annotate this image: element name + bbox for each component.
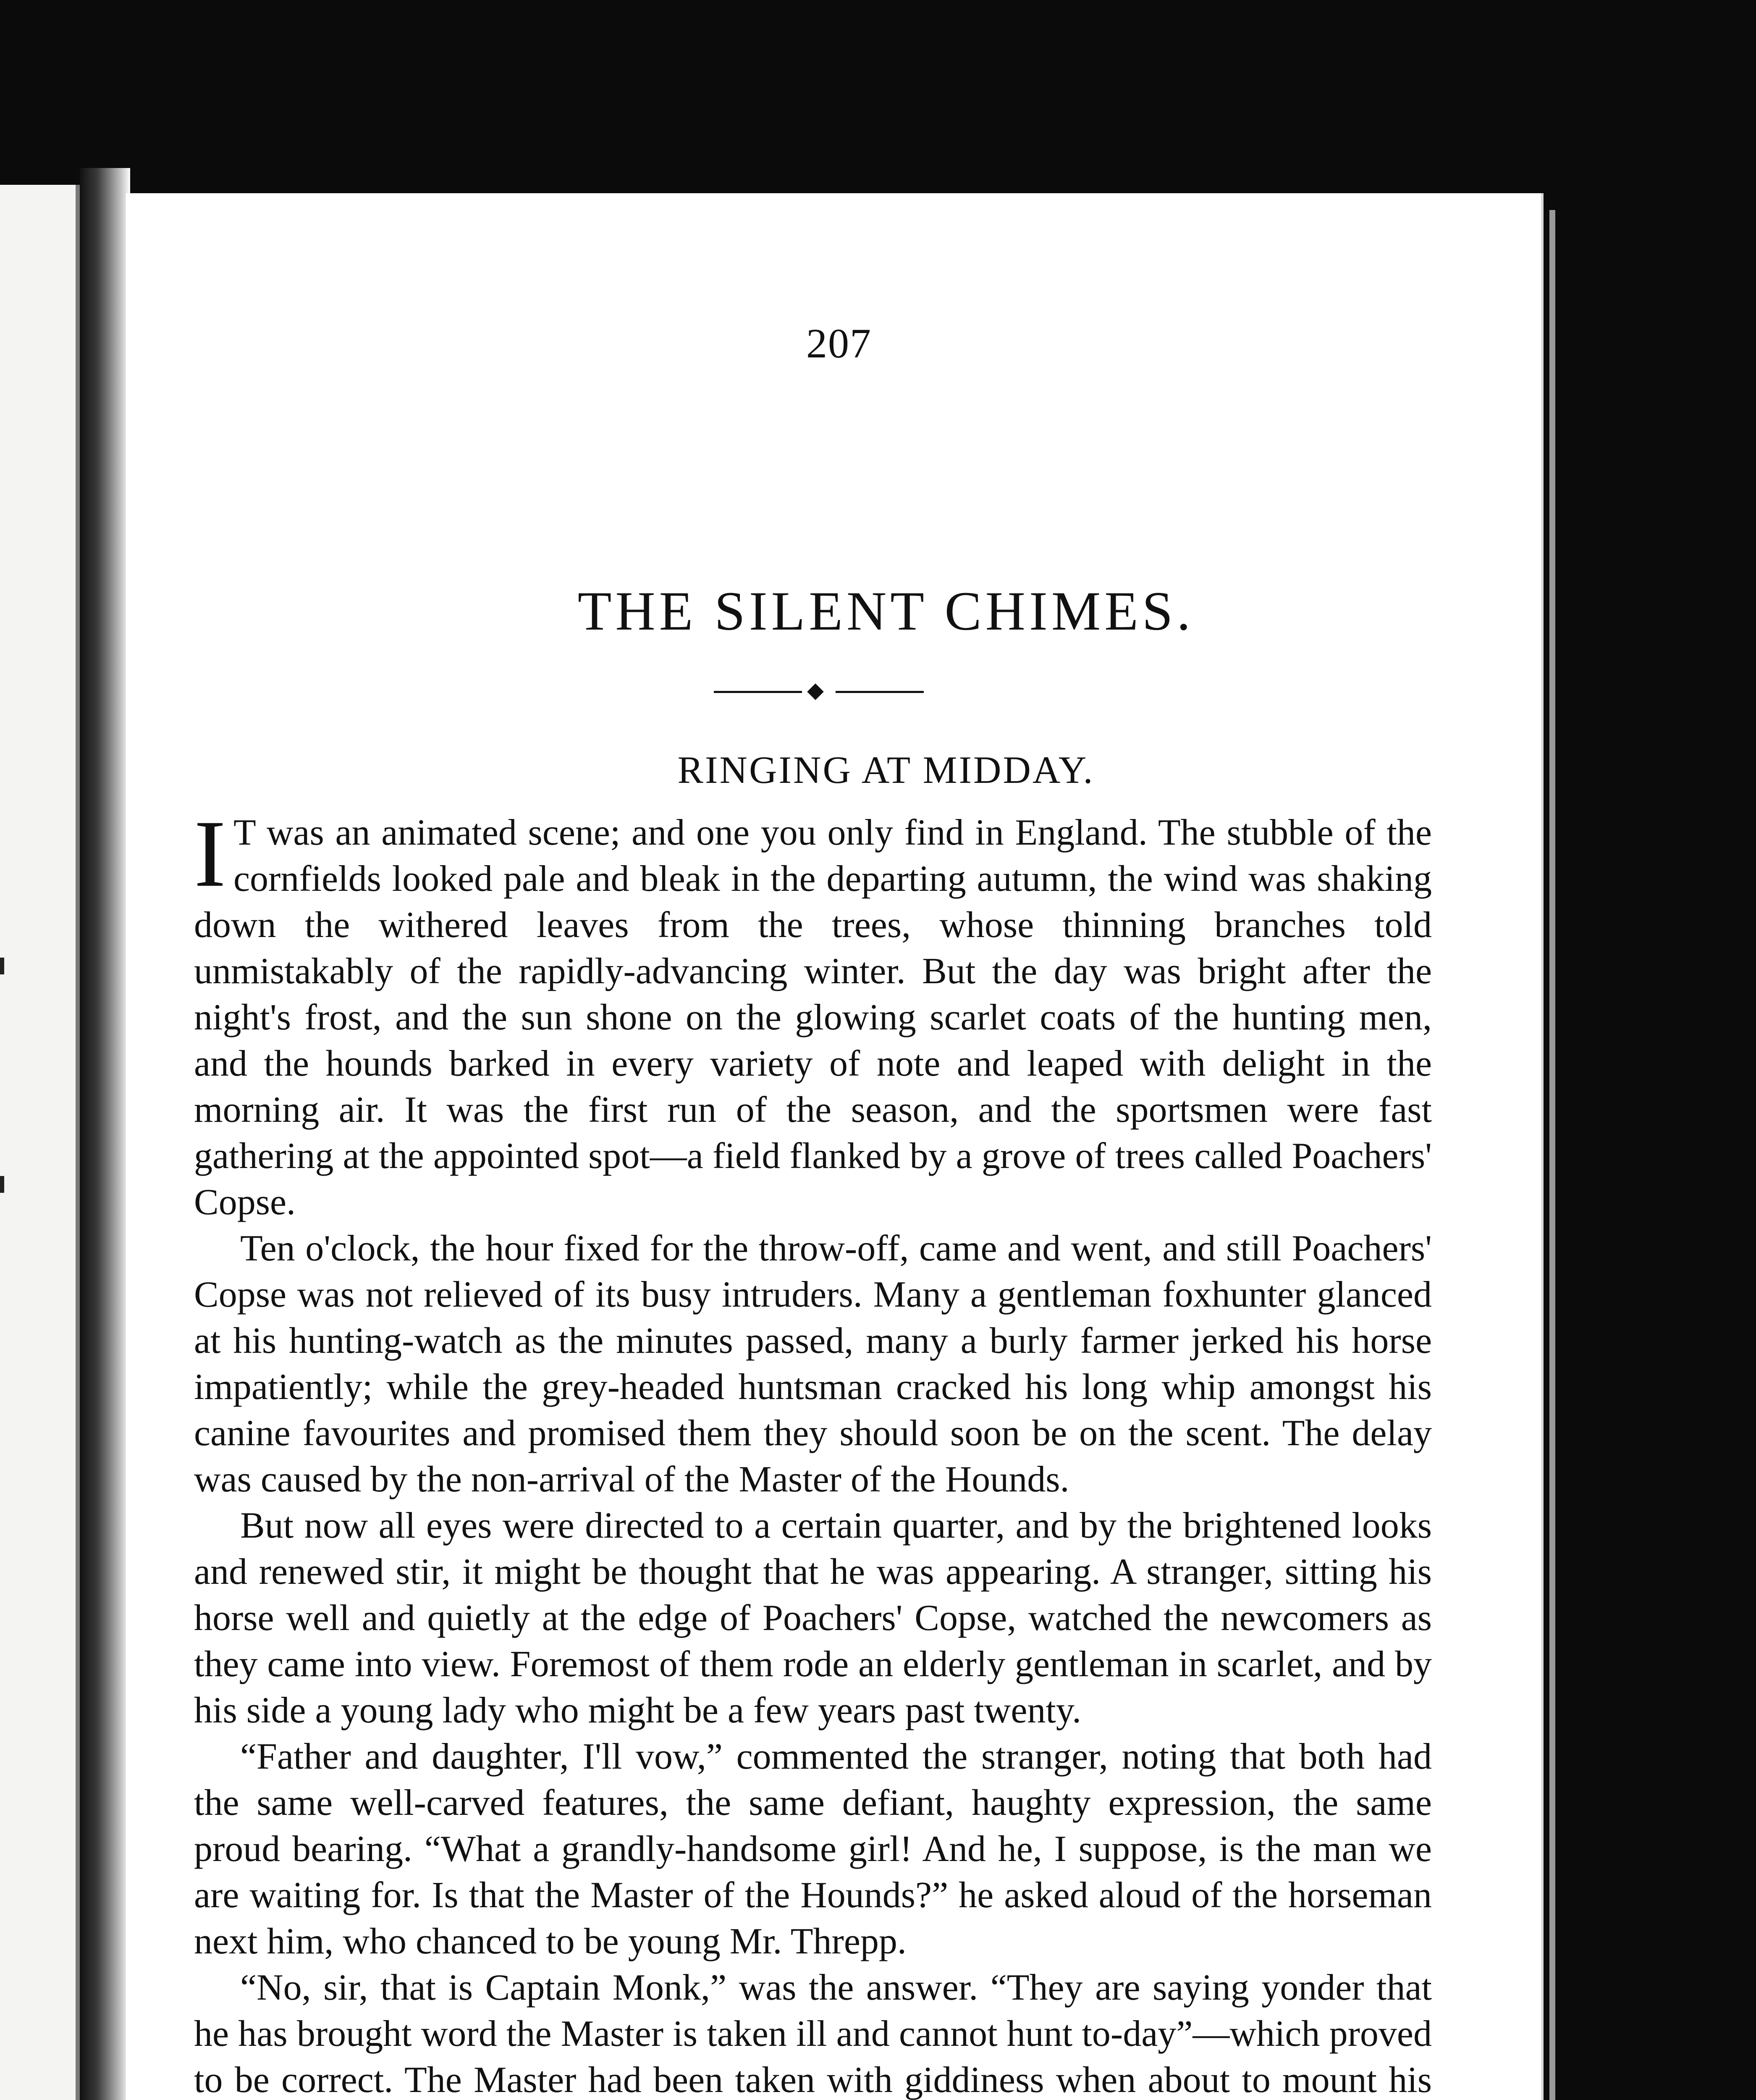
facing-page-edge [0,185,80,2100]
page-number: 207 [806,320,872,367]
book-gutter [80,168,130,2100]
paragraph: “Father and daughter, I'll vow,” commented the stranger, noting that both had the same well-carved features, the same defiant, haughty expression, the same proud bearing. “What a grandly-handsome girl! And he, I suppose, is the man we are waiting for. Is that the Master of the Hounds?” he asked aloud of the horseman next him, who chanced to be young Mr. Threpp. [194,1736,1432,1962]
book-page [126,193,1541,2100]
title-ornament [714,685,924,698]
chapter-title: THE SILENT CHIMES. [577,580,1195,642]
paragraph: “No, sir, that is Captain Monk,” was the answer. “They are saying yonder that he has brought word the Master is taken ill and cannot hunt to-day”—which proved to be correct. The Master had been taken with giddiness when about to mount his [194,1967,1432,2100]
page-edge-shadow [1549,210,1555,2100]
paragraph [194,801,1432,1226]
paragraph: But now all eyes were directed to a certain quarter, and by the brightened looks and renewed stir, it might be thought that he was appearing. A stranger, sitting his horse well and quietly at the edge of Poachers' Copse, watched the newcomers as they came into view. Foremost of them rode an elderly gentleman in scarlet, and by his side a young lady who might be a few years past twenty. [194,1505,1432,1731]
paragraph-text: T was an animated scene; and one you only find in England. The stubble of the cornfields looked pale and bleak in the departing autumn, the wind was shaking down the withered leaves from the trees, whose thinning branches told unmistakably of the rapidly-advancing winter. But the day was bright after the night's frost, and the sun shone on the glowing scarlet coats of the hunting men, and the hounds barked in every variety of note and leaped with delight in the morning air. It was the first run of the season, and the sportsmen were fast gathering at the appointed spot—a field flanked by a grove of trees called Poachers' Copse. [194,812,1432,1223]
paragraph: Ten o'clock, the hour fixed for the throw-off, came and went, and still Poachers' Copse was not relieved of its busy intruders. Many a gentleman foxhunter glanced at his hunting-watch as the minutes passed, many a burly farmer jerked his horse impatiently; while the grey-headed huntsman cracked his long whip amongst his canine favourites and promised them they should soon be on the scent. The delay was caused by the non-arrival of the Master of the Hounds. [194,1228,1432,1500]
section-subtitle: RINGING AT MIDDAY. [677,748,1095,791]
ornament-diamond [807,683,824,700]
ornament-rule-right [836,691,924,693]
body-text [194,801,1432,2100]
drop-cap: I [194,801,226,907]
facing-page-ink-mark [0,958,4,974]
facing-page-ink-mark [0,1176,4,1193]
ornament-rule-left [714,691,802,693]
